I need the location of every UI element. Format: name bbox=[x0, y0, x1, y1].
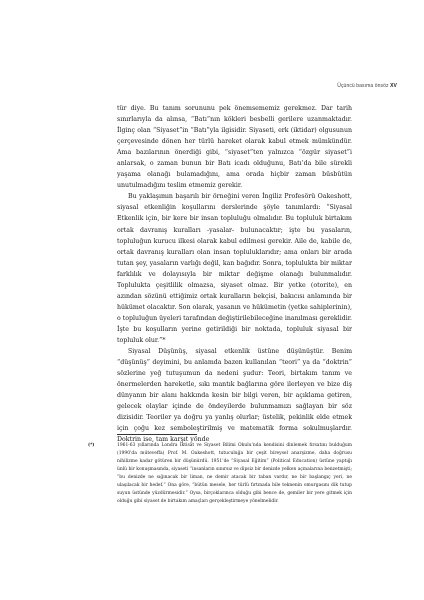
paragraph-3: Siyasal Düşünüş, siyasal etkenlik üstüne düşünüştür. Benim “düşünüş” deyimini, bu anlamda bazen kullanılan “teori” ya da “doktrin” sözlerine yeğ tutuşumun da nedeni şudur: Teori, birtakım tanım ve önermelerden hareketle, sıkı mantık bağlarına göre ilerleyen ve bize diş dünyanın bir alanı hakkında kesin bir bilgi veren, bir açıklama getiren, gelecek olaylar içinde de öndeyilerde bulunmamızı sağlayan bir söz dizisidir. Teoriler ya doğru ya yanlış olurlar; üstelik, pekinlik elde etmek için çoğu kez semboleştirilmiş ve matematik forma sokulmuşlardır. Doktrin ise, tam karşıt yönde bbox=[117, 348, 352, 444]
footnote bbox=[88, 442, 352, 506]
paragraph-2: Bu yaklaşımın başarılı bir örneğini veren İngiliz Profesörü Oakeshott, siyasal etkenliğin koşullarını derslerinde şöyle tanımlardı: “Siyasal Etkenlik için, bir kere bir insan topluluğu olmalıdır. Bu topluluk birtakım ortak davranış kuralları -yasalar- bulunacaktır; işte bu yasaların, topluluğun kurucu ilkesi olarak kabul edilmesi gerekir. Aile de, kabile de, ortak davranış kuralları olan insan topluluklarıdır; ama onları bir arada tutan şey, yasaların varlığı değil, kan bağıdır. Sonra, toplulukta bir miktar farklılık ve dolayısıyla bir miktar değişme olanağı bulunmalıdır. Toplulukta çeşitlilik olmazsa, siyaset olmaz. Bir yetke (otorite), en azından sözünü ettiğimiz ortak kuralların bekçisi, bakıcısı anlamında bir hükümet olacaktır. Son olarak, yasanın ve hükümetin (yetke sahiplerinin), o topluluğun üyeleri tarafından değiştirilebileceğine inanılması gereklidir. İşte bu koşulların yerine getirildiği bir noktada, topluluk siyasal bir topluluk olur.”* bbox=[117, 193, 352, 344]
footnote-divider bbox=[117, 434, 197, 435]
header-section-title: Üçüncü basıma önsöz bbox=[337, 83, 389, 89]
paragraph-1: tür diye. Bu tanım sorununu pek önemsememiz gerekmez. Dar tarih sınırlarıyla da alınsa, “Batı”nın kökleri besbelli gerilere uzanmaktadır. İlginç olan “Siyaset”in “Batı”yla ilgisidir. Siyaseti, erk (iktidar) olgusunun çerçevesinde dönen her türlü hareket olarak kabul etmek mümkündür. Ama bazılarının önerdiği gibi, “siyaset”ten yalnızca “özgür siyaset”i anlarsak, o zaman bunun bir Batı icadı olduğunu, Batı’da bile sürekli yaşama olanağı bulamadığını, ama orada hiçbir zaman büsbütün unutulmadığını teslim etmemiz gerekir. bbox=[117, 105, 352, 190]
footnote-mark: (*) bbox=[88, 443, 95, 448]
page-number: XV bbox=[390, 83, 397, 89]
running-header bbox=[337, 83, 397, 89]
main-text bbox=[117, 103, 352, 445]
footnote-text: 1961-63 yıllarında Londra İktisat ve Siyaset Bilimi Okulu’nda kendisini dinlemek fırsatını bulduğum (1990’da müteveffa) Prof. M. Oakeshott, tutuculuğa bir çeşit bireysel anarşizme, daha doğrusu nihilizme kadar götüren bir düşünürdü. 1951’de “Siyasal Eğitim” (Political Education) üstüne yaptığı ünlü bir konuşmasında, siyaseti “insanların sınırsız ve dipsiz bir denizde yelken açmalarına benzetmişti; “bu denizde ne sığınacak bir liman, ne demir atacak bir taban vardır, ne bir başlangıç yeri, ne ulaşılacak bir hedef.” Ona göre, “bütün mesele, her türlü fırtınada bile teknenin omurgasını dik tutup suyun üstünde yüzdürmesidir.” Oysa, birçoklarınca olduğu gibi bence de, gemiler bir yere gitmek için olduğu gibi siyaset de birtakım amaçları gerçekleştirmeye yönelmelidir. bbox=[117, 443, 352, 504]
